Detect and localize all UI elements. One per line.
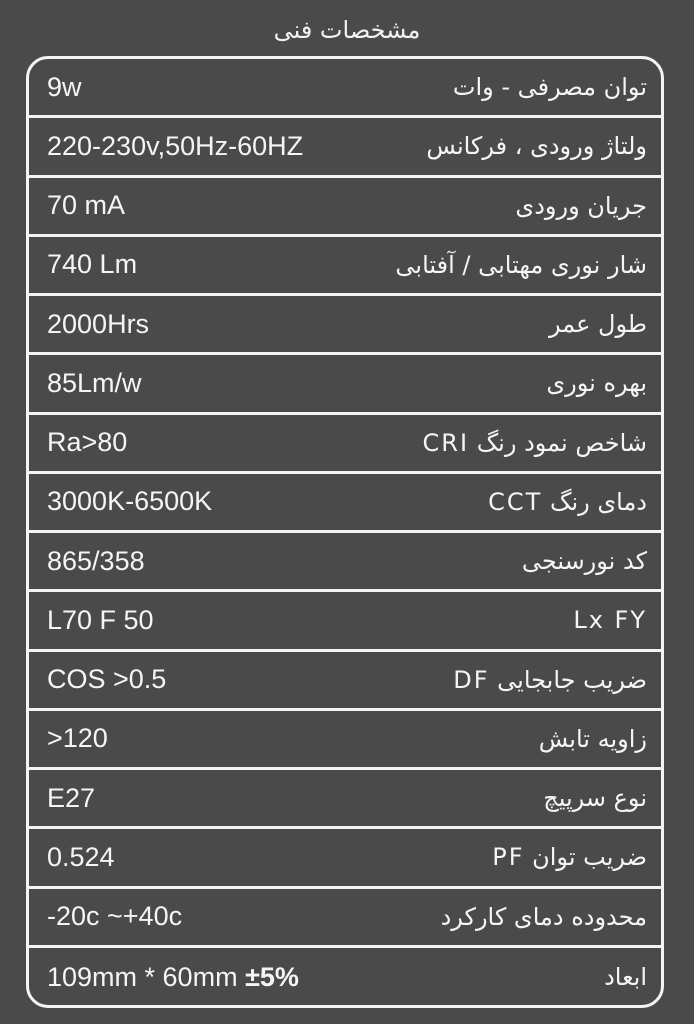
- spec-row: [29, 178, 661, 237]
- spec-row: [29, 711, 661, 770]
- spec-value: 740 Lm: [47, 249, 138, 280]
- spec-row: [29, 474, 661, 533]
- spec-row: [29, 948, 661, 1007]
- spec-row: [29, 533, 661, 592]
- dimensions-tolerance: ±5%: [245, 961, 299, 992]
- spec-label: کد نورسنجی: [521, 547, 647, 576]
- spec-value: [47, 962, 299, 993]
- dimensions-value: 109mm * 60mm: [47, 961, 238, 992]
- spec-value: 0.524: [47, 841, 115, 872]
- spec-label: ابعاد: [604, 963, 647, 992]
- spec-value: -20c ~+40c: [47, 901, 183, 932]
- spec-row: [29, 889, 661, 948]
- spec-value: >120: [47, 723, 108, 754]
- spec-row: [29, 59, 661, 118]
- page-title: مشخصات فنی: [273, 16, 421, 44]
- spec-value: Ra>80: [47, 427, 128, 458]
- spec-label: Lx FY: [573, 606, 647, 635]
- spec-label: ولتاژ ورودی ، فرکانس: [426, 132, 647, 161]
- spec-value: 9w: [47, 71, 82, 102]
- spec-row: [29, 592, 661, 651]
- spec-value: 220-230v,50Hz-60HZ: [47, 130, 304, 161]
- spec-label: شاخص نمود رنگ CRI: [422, 428, 647, 457]
- spec-row: [29, 415, 661, 474]
- spec-value: 70 mA: [47, 190, 126, 221]
- spec-label: ضریب جابجایی DF: [453, 665, 647, 694]
- spec-label: بهره نوری: [546, 369, 647, 398]
- spec-value: 865/358: [47, 545, 145, 576]
- spec-value: 85Lm/w: [47, 367, 142, 398]
- spec-row: [29, 237, 661, 296]
- spec-label: محدوده دمای کارکرد: [440, 902, 647, 931]
- spec-label: شار نوری مهتابی / آفتابی: [395, 250, 647, 279]
- spec-label: زاویه تابش: [538, 724, 647, 753]
- spec-label: طول عمر: [548, 310, 647, 339]
- spec-row: [29, 296, 661, 355]
- spec-value: L70 F 50: [47, 604, 154, 635]
- spec-table: [26, 56, 664, 1008]
- spec-label: نوع سرپیچ: [543, 784, 647, 813]
- spec-row: [29, 770, 661, 829]
- spec-row: [29, 829, 661, 888]
- spec-row: [29, 652, 661, 711]
- spec-value: 3000K-6500K: [47, 486, 213, 517]
- spec-value: COS >0.5: [47, 664, 167, 695]
- spec-row: [29, 118, 661, 177]
- spec-label: جریان ورودی: [515, 191, 647, 220]
- spec-row: [29, 355, 661, 414]
- spec-label: ضریب توان PF: [492, 843, 647, 872]
- spec-value: 2000Hrs: [47, 308, 150, 339]
- spec-label: توان مصرفی - وات: [452, 73, 647, 102]
- spec-label: دمای رنگ CCT: [488, 487, 647, 516]
- spec-value: E27: [47, 782, 96, 813]
